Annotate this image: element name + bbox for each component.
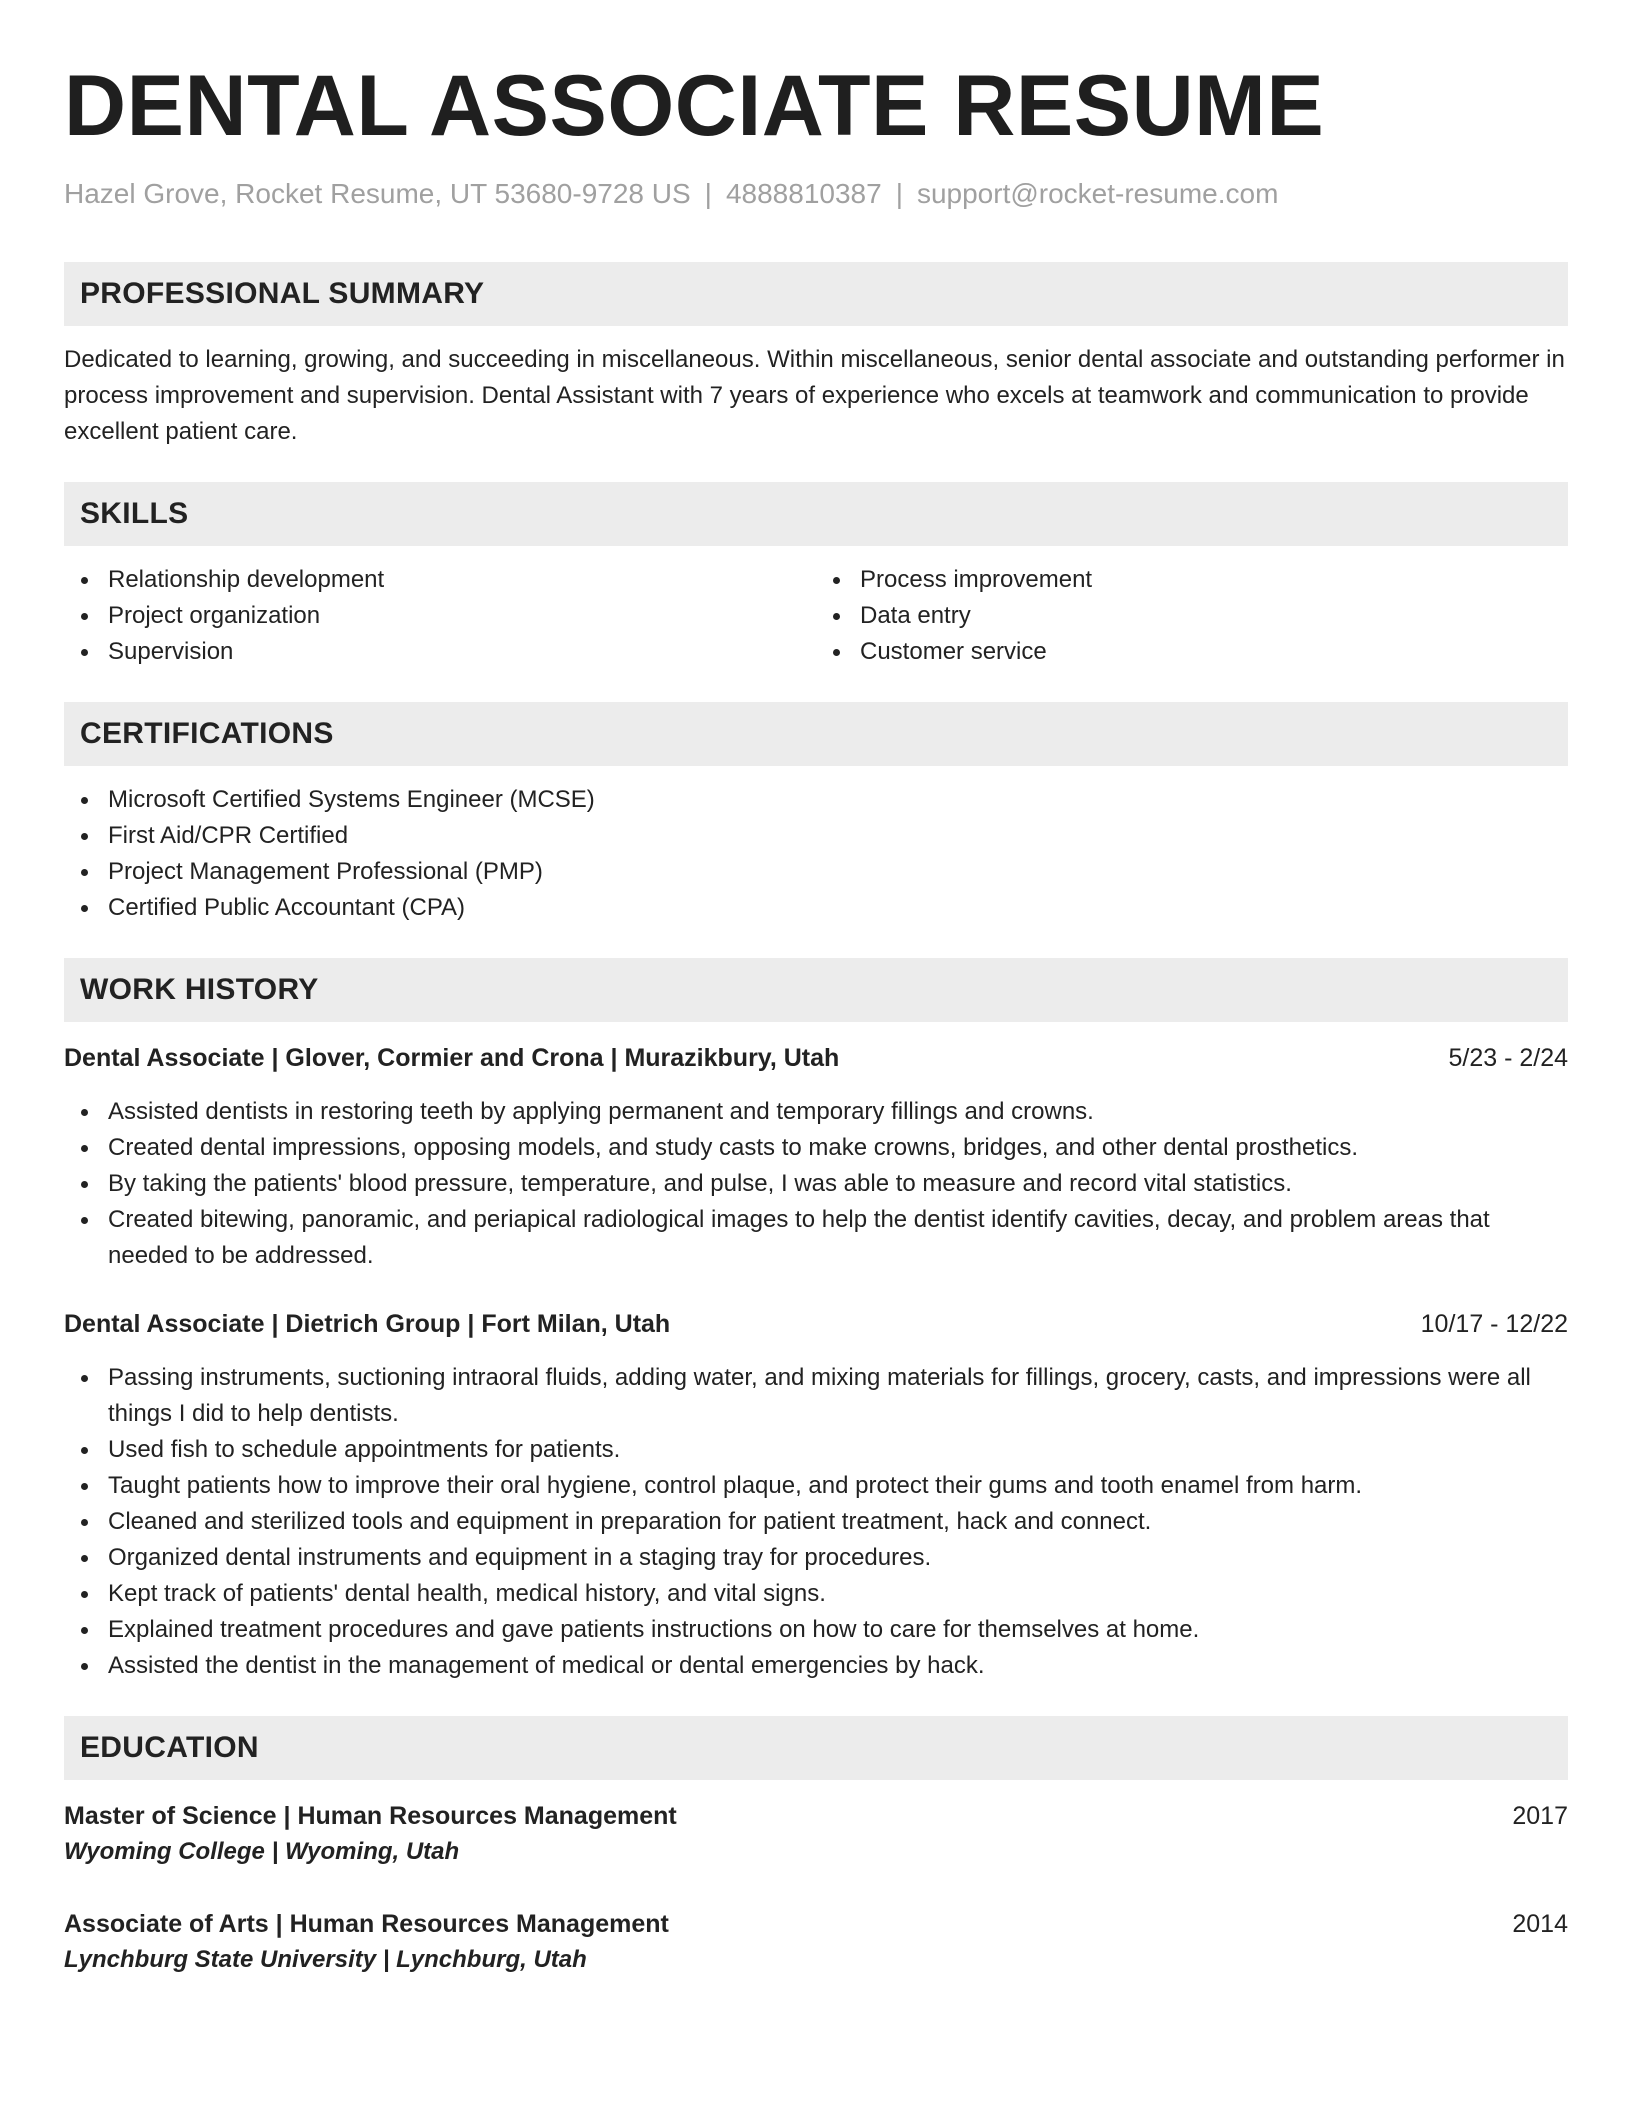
list-item <box>64 890 1568 926</box>
job-bullet-text: Passing instruments, suctioning intraoral fluids, adding water, and mixing materials for fillings, grocery, casts, and impressions were all things I did to help dentists. <box>108 1364 1531 1427</box>
job-bullet-text: Assisted the dentist in the management of medical or dental emergencies by hack. <box>108 1652 985 1679</box>
list-item <box>816 562 1568 598</box>
job-bullet-text: Created dental impressions, opposing models, and study casts to make crowns, bridges, and other dental prosthetics. <box>108 1134 1359 1161</box>
certifications-section <box>64 702 1568 926</box>
bullet-icon <box>833 577 840 584</box>
summary-section <box>64 262 1568 450</box>
job-bullets <box>64 1094 1568 1274</box>
skill-label: Relationship development <box>108 566 385 593</box>
contact-email: support@rocket-resume.com <box>916 178 1279 209</box>
resume-title: DENTAL ASSOCIATE RESUME <box>64 58 1325 154</box>
education-header <box>64 1798 1568 1834</box>
education-entry <box>64 1906 1568 1978</box>
job-bullet-text: Explained treatment procedures and gave patients instructions on how to care for themselves at home. <box>108 1616 1200 1643</box>
list-item <box>64 1540 1568 1576</box>
job-header <box>64 1306 1568 1342</box>
job-bullet-text: By taking the patients' blood pressure, temperature, and pulse, I was able to measure and record vital statistics. <box>108 1170 1292 1197</box>
education-section <box>64 1716 1568 1978</box>
bullet-icon <box>81 869 88 876</box>
skill-label: Customer service <box>860 638 1047 665</box>
list-item <box>64 598 816 634</box>
contact-phone: 4888810387 <box>725 178 882 209</box>
job-bullets <box>64 1360 1568 1684</box>
bullet-icon <box>81 833 88 840</box>
skills-section <box>64 482 1568 670</box>
list-item <box>64 854 1568 890</box>
education-school: Lynchburg State University | Lynchburg, Utah <box>64 1946 587 1973</box>
bullet-icon <box>81 613 88 620</box>
list-item <box>64 1360 1568 1432</box>
job-dates: 10/17 - 12/22 <box>1420 1310 1568 1338</box>
skills-list-left <box>64 562 816 670</box>
bullet-icon <box>81 1663 88 1670</box>
work-heading: WORK HISTORY <box>64 958 1568 1022</box>
job-title: Dental Associate | Dietrich Group | Fort Milan, Utah <box>64 1310 671 1338</box>
skill-label: Data entry <box>860 602 971 629</box>
bullet-icon <box>81 1145 88 1152</box>
education-heading: EDUCATION <box>64 1716 1568 1780</box>
job-bullet-text: Organized dental instruments and equipment in a staging tray for procedures. <box>108 1544 932 1571</box>
list-item <box>64 1130 1568 1166</box>
education-header <box>64 1906 1568 1942</box>
job-entry <box>64 1040 1568 1274</box>
work-section <box>64 958 1568 1684</box>
list-item <box>64 634 816 670</box>
list-item <box>64 562 816 598</box>
bullet-icon <box>81 577 88 584</box>
job-title: Dental Associate | Glover, Cormier and Crona | Murazikbury, Utah <box>64 1044 840 1072</box>
skill-label: Process improvement <box>860 566 1093 593</box>
education-year: 2014 <box>1512 1910 1568 1938</box>
bullet-icon <box>81 1109 88 1116</box>
bullet-icon <box>833 613 840 620</box>
list-item <box>64 1648 1568 1684</box>
bullet-icon <box>81 905 88 912</box>
bullet-icon <box>81 1483 88 1490</box>
contact-line <box>64 176 1568 212</box>
job-header <box>64 1040 1568 1076</box>
list-item <box>64 1468 1568 1504</box>
education-school: Wyoming College | Wyoming, Utah <box>64 1838 460 1865</box>
summary-heading: PROFESSIONAL SUMMARY <box>64 262 1568 326</box>
skill-label: Project organization <box>108 602 321 629</box>
skills-heading: SKILLS <box>64 482 1568 546</box>
list-item <box>64 782 1568 818</box>
education-entry <box>64 1798 1568 1870</box>
list-item <box>64 1504 1568 1540</box>
certification-label: First Aid/CPR Certified <box>108 822 349 849</box>
contact-separator: | <box>895 178 903 209</box>
list-item <box>64 1166 1568 1202</box>
contact-separator: | <box>704 178 712 209</box>
bullet-icon <box>81 797 88 804</box>
bullet-icon <box>81 1375 88 1382</box>
skill-label: Supervision <box>108 638 234 665</box>
skills-grid <box>64 562 1568 670</box>
certification-label: Project Management Professional (PMP) <box>108 858 543 885</box>
job-bullet-text: Cleaned and sterilized tools and equipment in preparation for patient treatment, hack and connect. <box>108 1508 1152 1535</box>
contact-address: Hazel Grove, Rocket Resume, UT 53680-9728 US <box>64 178 691 209</box>
education-year: 2017 <box>1512 1802 1568 1830</box>
list-item <box>64 1432 1568 1468</box>
bullet-icon <box>81 1217 88 1224</box>
bullet-icon <box>81 1519 88 1526</box>
certifications-heading: CERTIFICATIONS <box>64 702 1568 766</box>
job-bullet-text: Created bitewing, panoramic, and periapical radiological images to help the dentist identify cavities, decay, and problem areas that needed to be addressed. <box>108 1206 1490 1269</box>
list-item <box>816 598 1568 634</box>
bullet-icon <box>81 1627 88 1634</box>
bullet-icon <box>81 649 88 656</box>
list-item <box>816 634 1568 670</box>
education-degree: Master of Science | Human Resources Management <box>64 1802 677 1830</box>
certifications-list <box>64 782 1568 926</box>
job-entry <box>64 1306 1568 1684</box>
bullet-icon <box>81 1447 88 1454</box>
bullet-icon <box>833 649 840 656</box>
job-bullet-text: Kept track of patients' dental health, medical history, and vital signs. <box>108 1580 826 1607</box>
skills-list-right <box>816 562 1568 670</box>
list-item <box>64 1202 1568 1274</box>
list-item <box>64 818 1568 854</box>
summary-text: Dedicated to learning, growing, and succeeding in miscellaneous. Within miscellaneous, senior dental associate and outstanding performer in process improvement and supervision. Dental Assistant with 7 years of experience who excels at teamwork and communication to provide excellent patient care. <box>64 346 1565 445</box>
list-item <box>64 1576 1568 1612</box>
bullet-icon <box>81 1591 88 1598</box>
list-item <box>64 1094 1568 1130</box>
job-dates: 5/23 - 2/24 <box>1448 1044 1568 1072</box>
certification-label: Certified Public Accountant (CPA) <box>108 894 466 921</box>
job-bullet-text: Taught patients how to improve their oral hygiene, control plaque, and protect their gums and tooth enamel from harm. <box>108 1472 1363 1499</box>
bullet-icon <box>81 1555 88 1562</box>
job-bullet-text: Assisted dentists in restoring teeth by applying permanent and temporary fillings and crowns. <box>108 1098 1094 1125</box>
bullet-icon <box>81 1181 88 1188</box>
job-bullet-text: Used fish to schedule appointments for patients. <box>108 1436 621 1463</box>
education-degree: Associate of Arts | Human Resources Management <box>64 1910 669 1938</box>
certification-label: Microsoft Certified Systems Engineer (MCSE) <box>108 786 595 813</box>
list-item <box>64 1612 1568 1648</box>
